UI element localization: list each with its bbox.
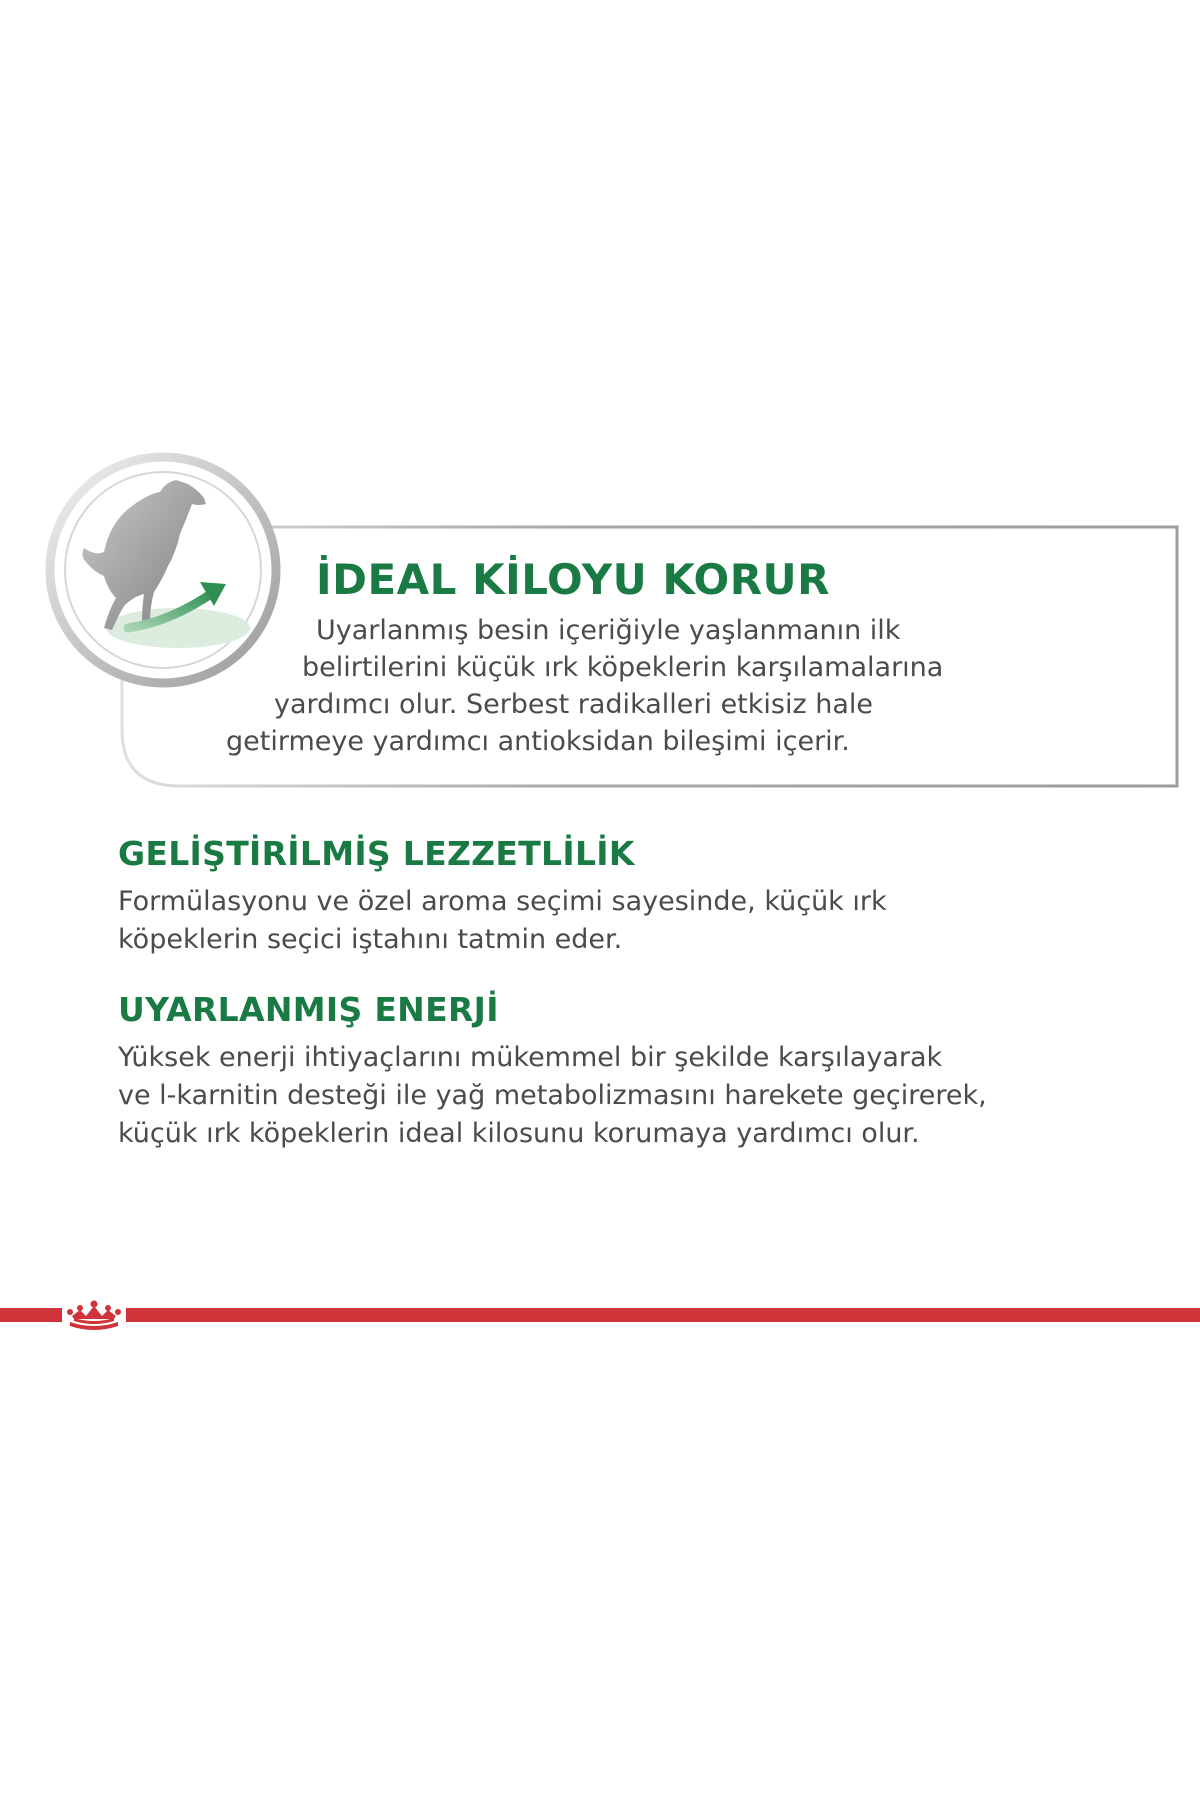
section-body xyxy=(118,883,1138,959)
callout-body xyxy=(218,612,1098,760)
callout-title: İDEAL KİLOYU KORUR xyxy=(316,555,831,604)
section-heading: GELİŞTİRİLMİŞ LEZZETLİLİK xyxy=(118,834,635,873)
section-heading: UYARLANMIŞ ENERJİ xyxy=(118,990,499,1029)
section-palatability xyxy=(118,834,1138,959)
royal-crown-icon xyxy=(67,1301,121,1331)
brand-bar xyxy=(0,1300,1200,1340)
section-body-line: Yüksek enerji ihtiyaçlarını mükemmel bir şekilde karşılayarak xyxy=(118,1042,943,1073)
callout-body-line: yardımcı olur. Serbest radikalleri etkisiz hale xyxy=(274,689,873,720)
section-body-line: Formülasyonu ve özel aroma seçimi sayesinde, küçük ırk xyxy=(118,886,887,917)
callout-body-line: Uyarlanmış besin içeriğiyle yaşlanmanın ilk xyxy=(316,615,901,646)
section-body xyxy=(118,1039,1138,1153)
section-energy xyxy=(118,990,1138,1153)
callout-body-line: getirmeye yardımcı antioksidan bileşimi içerir. xyxy=(226,726,850,757)
section-body-line: ve l-karnitin desteği ile yağ metabolizmasını harekete geçirerek, xyxy=(118,1080,987,1111)
section-body-line: küçük ırk köpeklerin ideal kilosunu korumaya yardımcı olur. xyxy=(118,1118,920,1149)
callout-body-line: belirtilerini küçük ırk köpeklerin karşılamalarına xyxy=(302,652,944,683)
section-body-line: köpeklerin seçici iştahını tatmin eder. xyxy=(118,924,623,955)
